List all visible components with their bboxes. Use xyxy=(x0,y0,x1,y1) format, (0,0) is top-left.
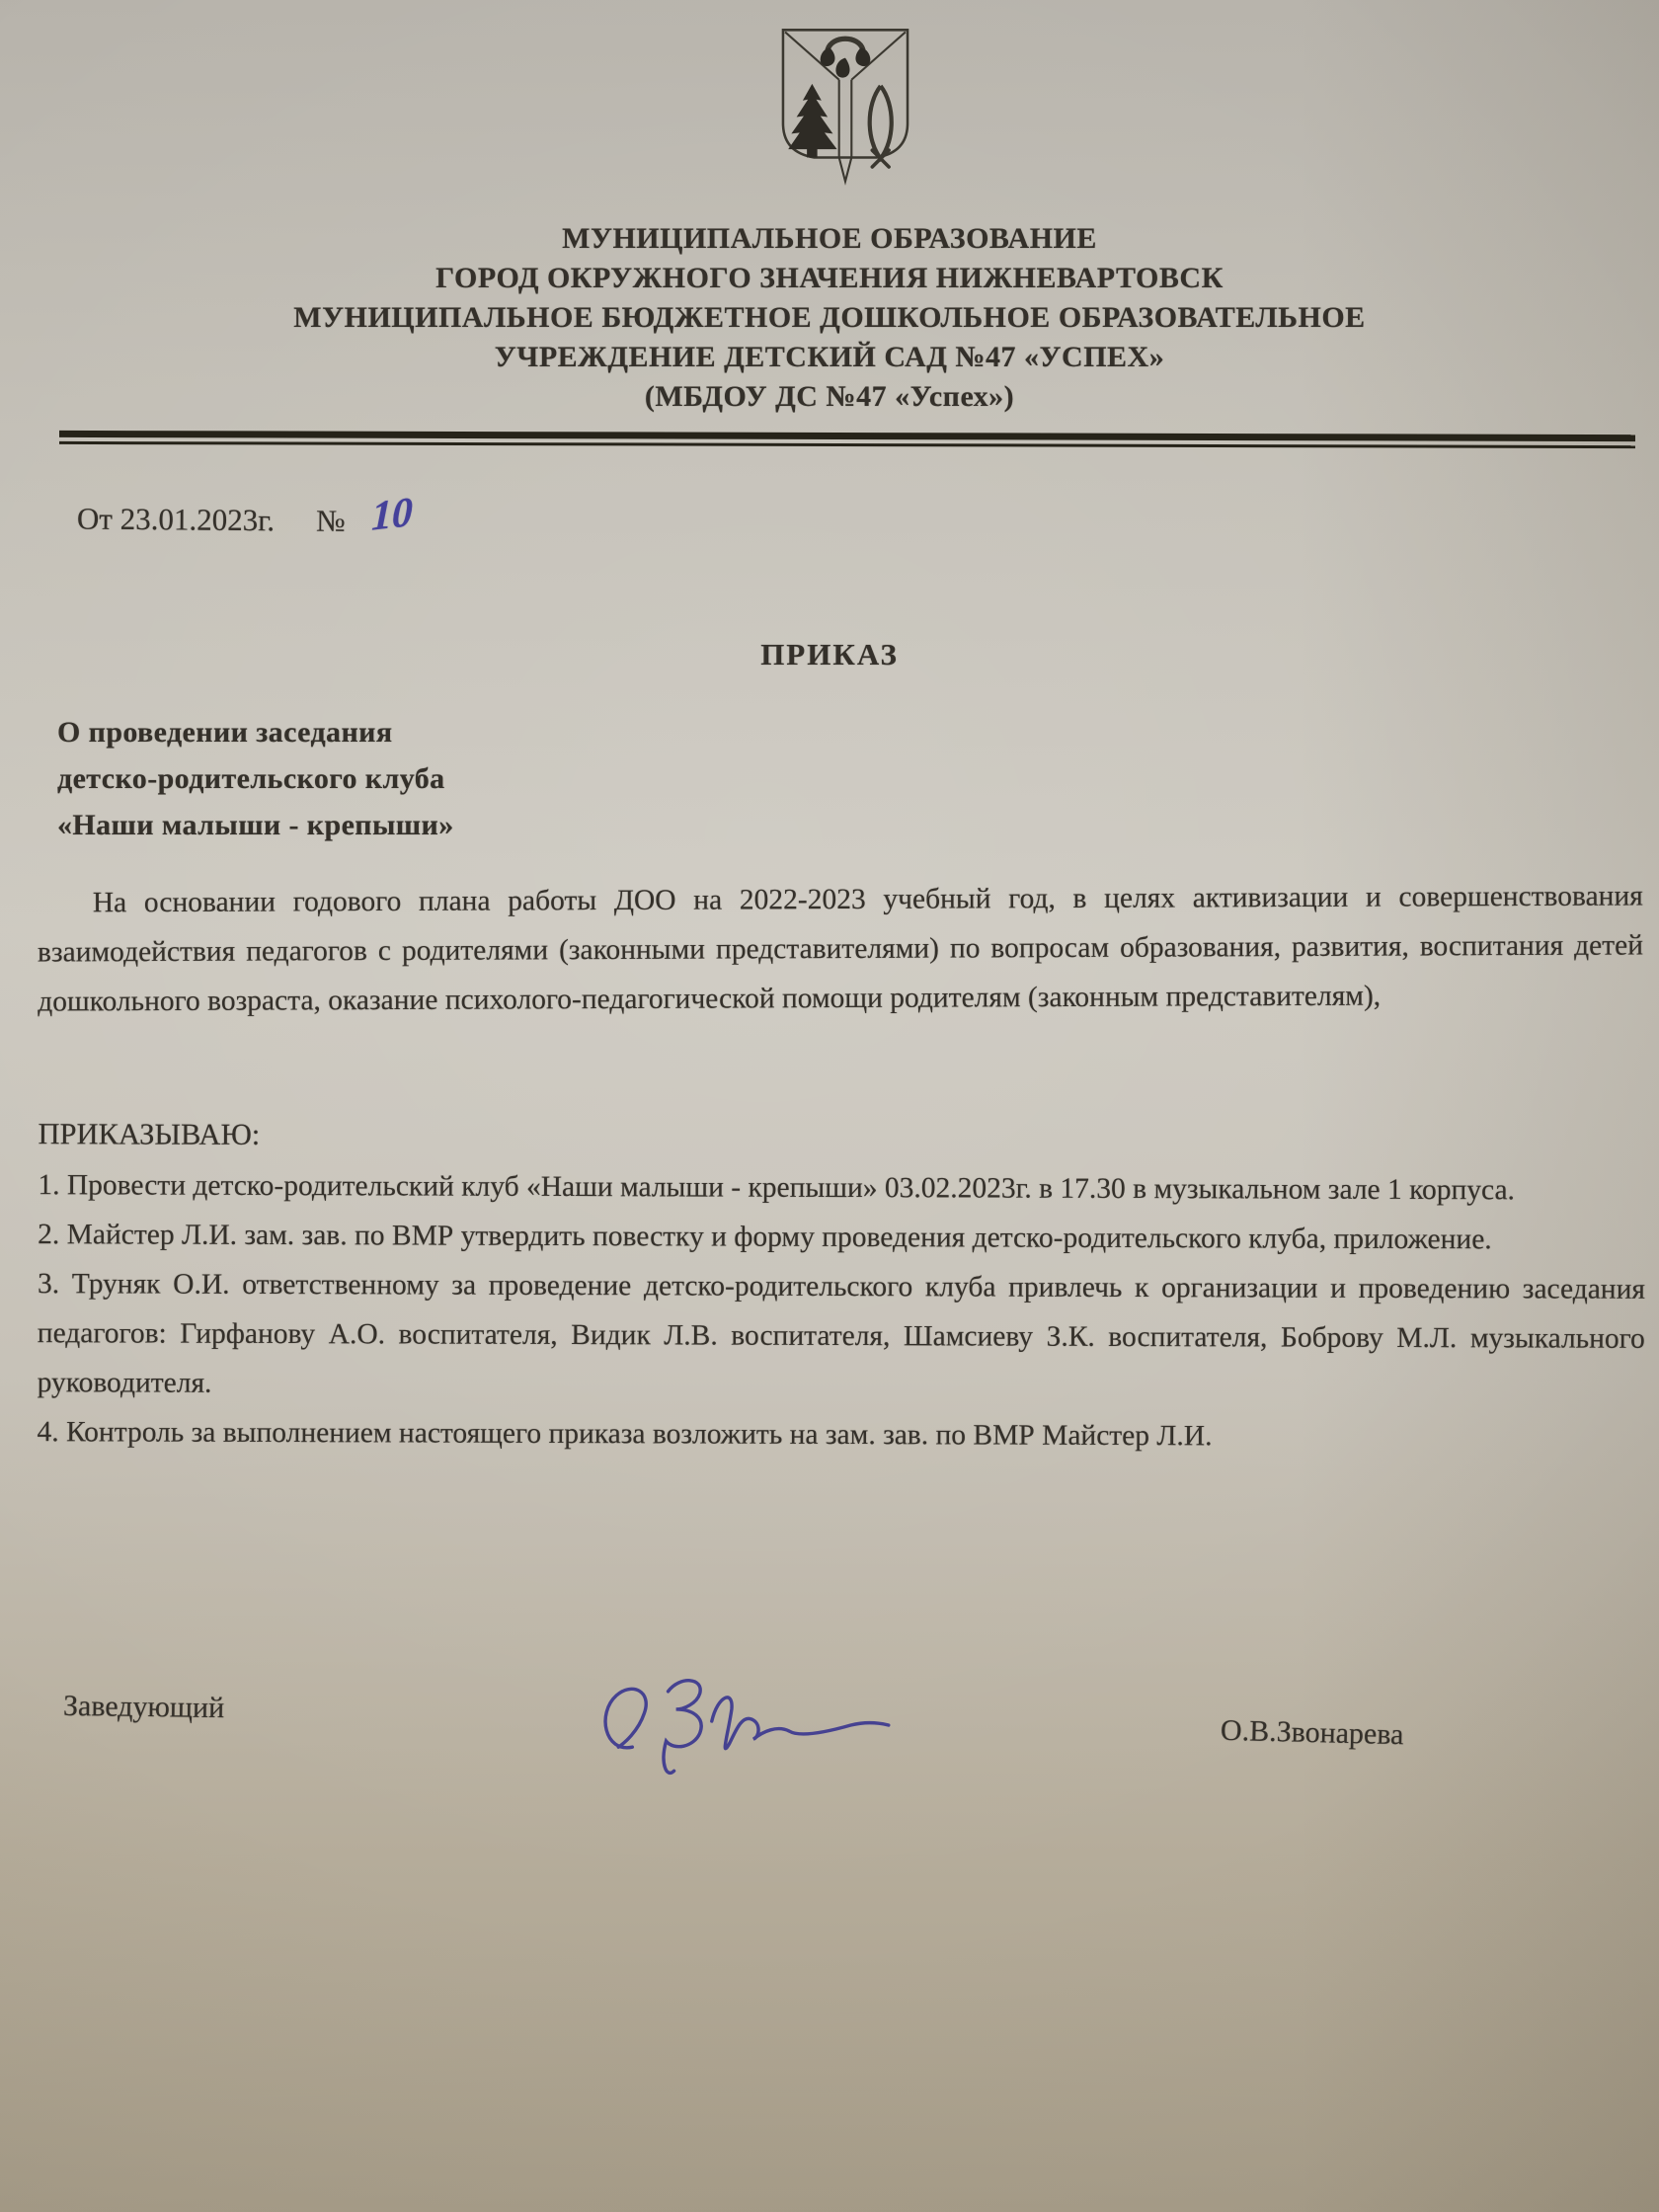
subject-block xyxy=(57,709,454,848)
subject-line-2: детско-родительского клуба xyxy=(57,762,445,795)
coat-of-arms xyxy=(772,24,918,188)
document-title: ПРИКАЗ xyxy=(760,637,899,672)
handwritten-order-number: 10 xyxy=(370,489,414,540)
coat-of-arms-icon xyxy=(772,24,918,188)
number-sign: № xyxy=(315,503,346,538)
signer-name: О.В.Звонарева xyxy=(1220,1713,1404,1752)
order-heading: ПРИКАЗЫВАЮ: xyxy=(38,1117,261,1151)
subject-line-3: «Наши малыши - крепыши» xyxy=(57,809,454,841)
date-label: От 23.01.2023г. xyxy=(76,501,276,538)
org-line-1: МУНИЦИПАЛЬНОЕ ОБРАЗОВАНИЕ xyxy=(562,222,1097,255)
org-line-4: УЧРЕЖДЕНИЕ ДЕТСКИЙ САД №47 «УСПЕХ» xyxy=(494,341,1165,373)
order-item-1: 1. Провести детско-родительский клуб «Наши малыши - крепыши» 03.02.2023г. в 17.30 в музыкальном зале 1 корпуса. xyxy=(38,1169,1516,1207)
signer-position: Заведующий xyxy=(62,1689,225,1725)
handwritten-signature-icon xyxy=(575,1655,922,1785)
subject-line-1: О проведении заседания xyxy=(57,716,393,749)
order-item-4: 4. Контроль за выполнением настоящего приказа возложить на зам. зав. по ВМР Майстер Л.И. xyxy=(37,1416,1213,1453)
signature-ink xyxy=(575,1655,922,1785)
header-divider-rule xyxy=(59,431,1635,448)
org-line-2: ГОРОД ОКРУЖНОГО ЗНАЧЕНИЯ НИЖНЕВАРТОВСК xyxy=(435,262,1224,294)
orders-section xyxy=(37,1109,1645,1462)
org-line-3: МУНИЦИПАЛЬНОЕ БЮДЖЕТНОЕ ДОШКОЛЬНОЕ ОБРАЗОВАТЕЛЬНОЕ xyxy=(293,301,1366,334)
order-item-3: 3. Труняк О.И. ответственному за проведение детско-родительского клуба привлечь к организации и проведению заседания педагогов: Гирфанову А.О. воспитателя, Видик Л.В. воспитателя, Шамсиеву З.К. воспитателя, Боброву М.Л. музыкального руководителя. xyxy=(37,1268,1646,1399)
org-line-5: (МБДОУ ДС №47 «Успех») xyxy=(644,380,1015,413)
order-item-2: 2. Майстер Л.И. зам. зав. по ВМР утвердить повестку и форму проведения детско-родительского клуба, приложение. xyxy=(38,1219,1492,1256)
preamble-paragraph: На основании годового плана работы ДОО на 2022-2023 учебный год, в целях активизации и совершенствования взаимодействия педагогов с родителями (законными представителями) по вопросам образования, развития, воспитания детей дошкольного возраста, оказание психолого-педагогической помощи родителям (законным представителям), xyxy=(37,880,1644,1018)
date-number-line xyxy=(76,489,414,543)
org-header xyxy=(0,219,1659,417)
